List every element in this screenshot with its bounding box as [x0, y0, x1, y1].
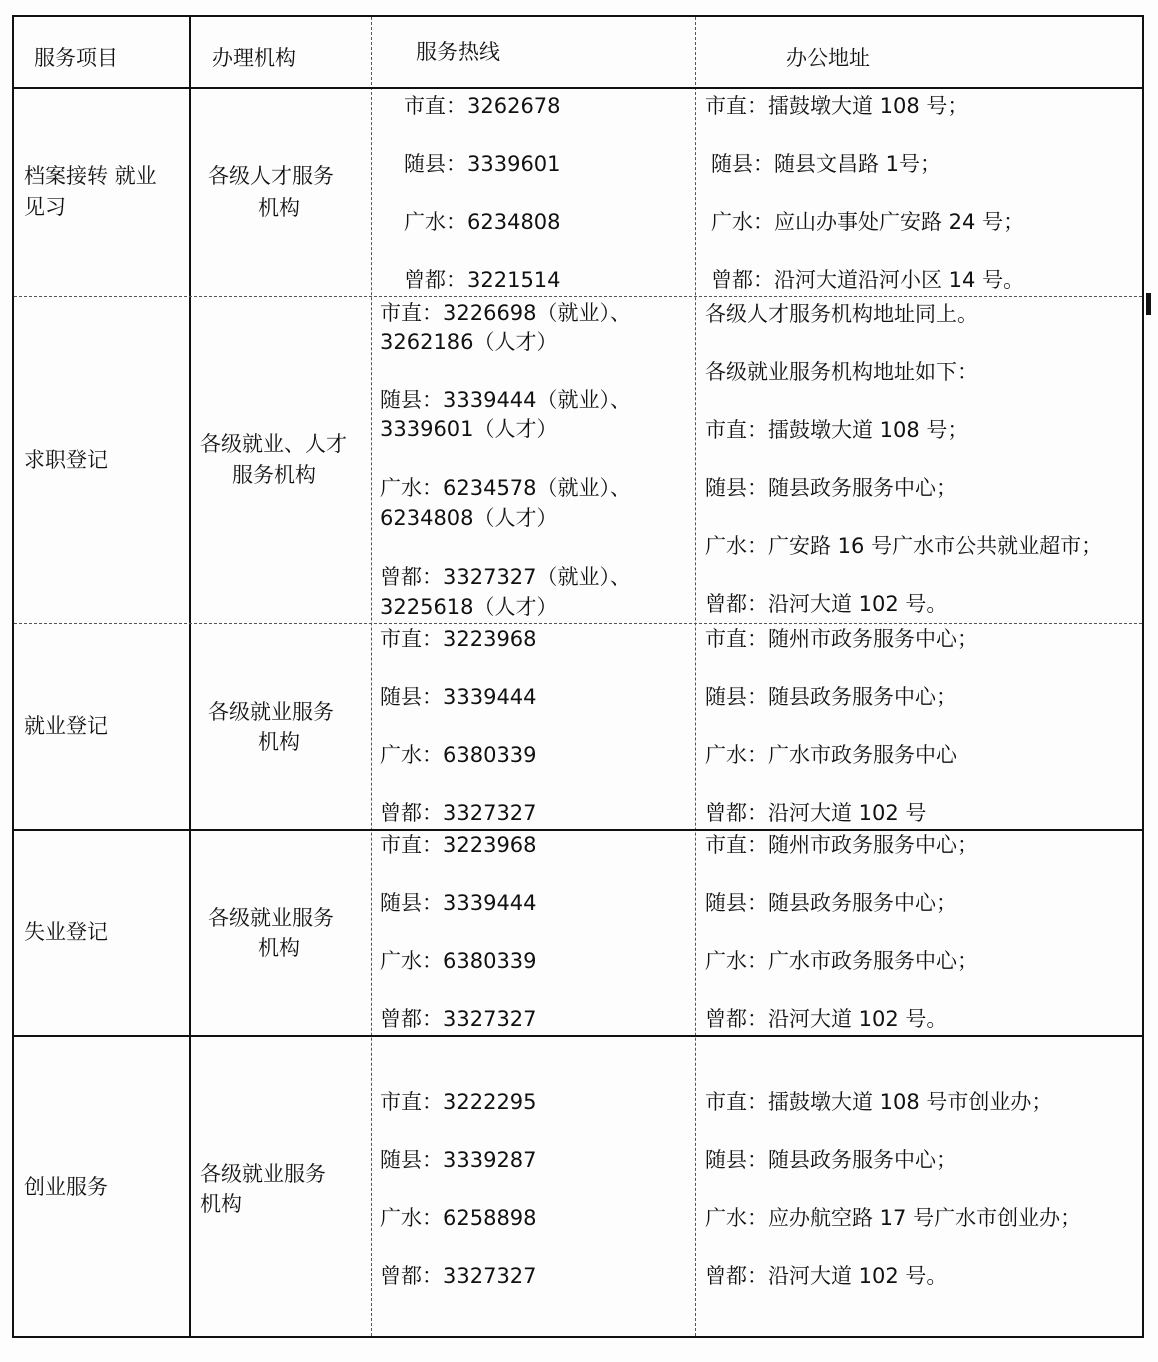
service-item: 创业服务	[24, 1175, 108, 1199]
hotline: 市直：3262678	[404, 94, 561, 118]
column-divider	[695, 17, 696, 1336]
hotline: 广水：6258898	[380, 1206, 537, 1230]
hotline: 曾都：3327327（就业）、	[380, 565, 632, 589]
address: 市直：擂鼓墩大道 108 号；	[705, 94, 969, 118]
service-item: 求职登记	[24, 448, 108, 472]
hotline: 曾都：3327327	[380, 1007, 537, 1031]
header-agency: 办理机构	[212, 46, 296, 70]
hotline: 广水：6380339	[380, 949, 537, 973]
service-item: 失业登记	[24, 920, 108, 944]
address: 市直：随州市政务服务中心；	[705, 627, 978, 651]
address: 广水：广水市政务服务中心	[705, 743, 957, 767]
address: 随县：随县政务服务中心；	[705, 685, 957, 709]
service-item: 档案接转 就业	[24, 164, 157, 188]
address: 曾都：沿河大道 102 号。	[705, 592, 948, 616]
hotline: 市直：3223968	[380, 627, 537, 651]
hotline: 3225618（人才）	[380, 595, 558, 619]
agency: 各级就业服务	[208, 906, 334, 930]
address: 曾都：沿河大道 102 号。	[705, 1007, 948, 1031]
service-item: 就业登记	[24, 714, 108, 738]
hotline: 3262186（人才）	[380, 330, 558, 354]
hotline: 随县：3339444	[380, 891, 537, 915]
hotline: 广水：6234808	[404, 210, 561, 234]
hotline: 曾都：3327327	[380, 1264, 537, 1288]
hotline: 随县：3339444（就业）、	[380, 388, 632, 412]
hotline: 随县：3339287	[380, 1148, 537, 1172]
agency: 各级就业、人才	[200, 432, 347, 456]
service-item: 见习	[24, 195, 66, 219]
header-service-item: 服务项目	[34, 46, 118, 70]
address: 随县：随县政务服务中心；	[705, 1148, 957, 1172]
address: 曾都：沿河大道沿河小区 14 号。	[711, 268, 1025, 292]
address: 市直：擂鼓墩大道 108 号；	[705, 418, 969, 442]
row-divider	[14, 87, 1142, 89]
agency: 机构	[258, 196, 300, 220]
service-info-table	[12, 15, 1144, 1338]
agency: 各级就业服务	[208, 700, 334, 724]
hotline: 曾都：3221514	[404, 268, 561, 292]
address: 广水：应山办事处广安路 24 号；	[711, 210, 1025, 234]
address: 各级就业服务机构地址如下：	[705, 360, 978, 384]
column-divider	[189, 17, 191, 1336]
header-hotline: 服务热线	[416, 40, 500, 64]
edge-mark	[1146, 293, 1151, 315]
address: 随县：随县政务服务中心；	[705, 891, 957, 915]
agency: 各级人才服务	[208, 164, 334, 188]
hotline: 曾都：3327327	[380, 801, 537, 825]
agency: 机构	[200, 1192, 242, 1216]
hotline: 广水：6234578（就业）、	[380, 476, 632, 500]
hotline: 6234808（人才）	[380, 506, 558, 530]
address: 曾都：沿河大道 102 号	[705, 801, 927, 825]
address: 曾都：沿河大道 102 号。	[705, 1264, 948, 1288]
agency: 服务机构	[232, 463, 316, 487]
address: 广水：广水市政务服务中心；	[705, 949, 978, 973]
hotline: 随县：3339601	[404, 152, 561, 176]
address: 市直：擂鼓墩大道 108 号市创业办；	[705, 1090, 1053, 1114]
row-divider	[14, 296, 1142, 297]
hotline: 市直：3222295	[380, 1090, 537, 1114]
hotline: 市直：3223968	[380, 833, 537, 857]
address: 随县：随县文昌路 1号；	[711, 152, 942, 176]
agency: 各级就业服务	[200, 1162, 326, 1186]
row-divider	[14, 1035, 1142, 1037]
agency: 机构	[258, 730, 300, 754]
address: 广水：广安路 16 号广水市公共就业超市；	[705, 534, 1103, 558]
hotline: 随县：3339444	[380, 685, 537, 709]
header-address: 办公地址	[786, 46, 870, 70]
address: 随县：随县政务服务中心；	[705, 476, 957, 500]
hotline: 市直：3226698（就业）、	[380, 301, 632, 325]
address: 市直：随州市政务服务中心；	[705, 833, 978, 857]
hotline: 3339601（人才）	[380, 417, 558, 441]
agency: 机构	[258, 936, 300, 960]
address: 广水：应办航空路 17 号广水市创业办；	[705, 1206, 1082, 1230]
hotline: 广水：6380339	[380, 743, 537, 767]
column-divider	[371, 17, 372, 1336]
address: 各级人才服务机构地址同上。	[705, 302, 978, 326]
